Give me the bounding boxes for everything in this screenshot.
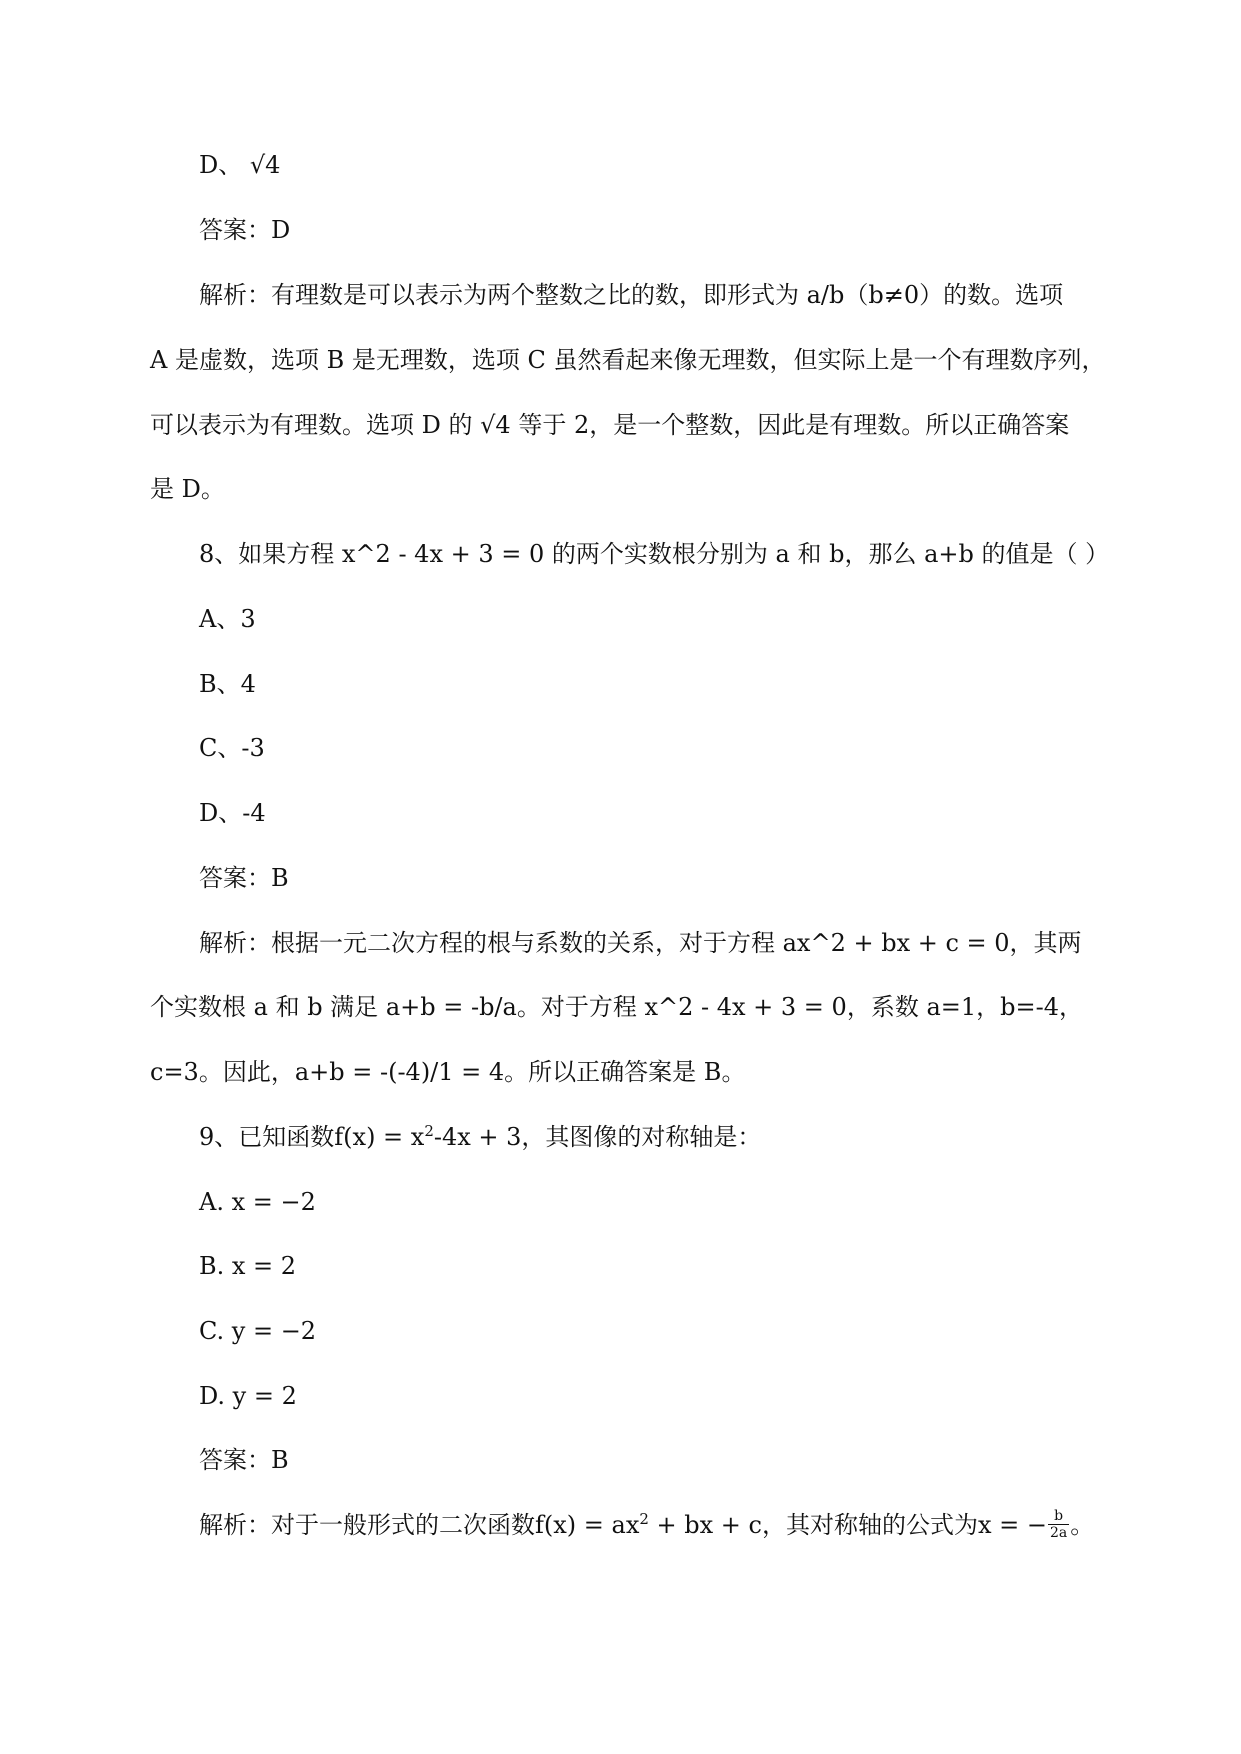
- answer-line: 答案：B: [199, 864, 289, 892]
- quadratic-formula: f(x) = ax: [535, 1511, 640, 1539]
- question-9-suffix: -4x + 3，其图像的对称轴是：: [433, 1123, 762, 1151]
- question-9: [199, 1120, 761, 1154]
- option-c-text: C. y = −2: [199, 1317, 317, 1345]
- explanation-line: A 是虚数，选项 B 是无理数，选项 C 虽然看起来像无理数，但实际上是一个有理数序列，: [150, 346, 1106, 374]
- option-d-text: D、-4: [199, 799, 266, 827]
- option-d-text: D、 √4: [199, 151, 281, 179]
- question-9-prefix: 9、已知函数: [199, 1123, 335, 1151]
- fraction-numerator: b: [1048, 1508, 1069, 1525]
- option-a-text: A、3: [199, 605, 256, 633]
- question-8: 8、如果方程 x^2 - 4x + 3 = 0 的两个实数根分别为 a 和 b，那么 a+b 的值是（ ）: [199, 540, 1110, 568]
- option-c-text: C、-3: [199, 734, 265, 762]
- explanation-line: 个实数根 a 和 b 满足 a+b = -b/a。对于方程 x^2 - 4x + 3 = 0，系数 a=1，b=-4，: [150, 993, 1083, 1021]
- answer-line: 答案：B: [199, 1446, 289, 1474]
- explanation-line: [199, 1508, 1094, 1543]
- explanation-line: 解析：有理数是可以表示为两个整数之比的数，即形式为 a/b（b≠0）的数。选项: [199, 281, 1064, 309]
- explanation-end: 。: [1070, 1511, 1095, 1539]
- option-a-text: A. x = −2: [199, 1188, 316, 1216]
- option-b-text: B、4: [199, 670, 256, 698]
- fraction: [1048, 1508, 1069, 1541]
- fraction-denominator: 2a: [1050, 1525, 1068, 1541]
- axis-formula: x = −: [977, 1511, 1047, 1539]
- explanation-line: 可以表示为有理数。选项 D 的 √4 等于 2，是一个整数，因此是有理数。所以正确答案: [150, 411, 1070, 439]
- option-d-text: D. y = 2: [199, 1382, 297, 1410]
- explanation-line: 是 D。: [150, 475, 225, 503]
- function-formula: f(x) = x: [334, 1123, 425, 1151]
- answer-line: 答案：D: [199, 216, 291, 244]
- exponent: 2: [424, 1122, 434, 1140]
- explanation-prefix: 解析：对于一般形式的二次函数: [199, 1511, 535, 1539]
- explanation-line: 解析：根据一元二次方程的根与系数的关系，对于方程 ax^2 + bx + c = 0，其两: [199, 929, 1082, 957]
- explanation-middle: ，其对称轴的公式为: [761, 1511, 978, 1539]
- explanation-line: c=3。因此，a+b = -(-4)/1 = 4。所以正确答案是 B。: [150, 1058, 746, 1086]
- exponent: 2: [639, 1510, 649, 1528]
- quadratic-formula-rest: + bx + c: [648, 1511, 762, 1539]
- option-b-text: B. x = 2: [199, 1252, 297, 1280]
